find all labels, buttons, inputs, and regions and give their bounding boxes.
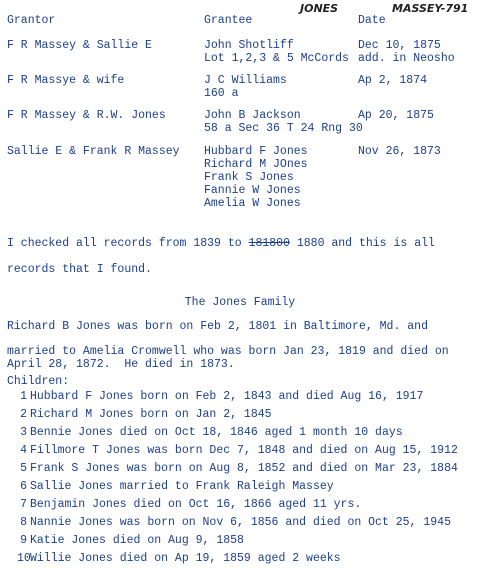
child-entry: 10Willie Jones died on Ap 19, 1859 aged 2 weeks [17, 552, 341, 565]
family-intro-line-2: married to Amelia Cromwell who was born Jan 23, 1819 and died on [7, 345, 449, 358]
deed-grantor: F R Massey & R.W. Jones [7, 109, 166, 122]
deed-grantor: Sallie E & Frank R Massey [7, 145, 180, 158]
handwritten-name-annotation: JONES [300, 2, 339, 15]
family-intro-line-3: April 28, 1872. He died in 1873. [7, 358, 235, 371]
deed-grantor: F R Massey & Sallie E [7, 39, 152, 52]
grantor-header: Grantor [7, 14, 56, 27]
handwritten-page-annotation: MASSEY-791 [392, 2, 469, 15]
child-entry: 1 Hubbard F Jones born on Feb 2, 1843 and died Aug 16, 1917 [20, 390, 424, 403]
deed-date: Ap 2, 1874 [358, 74, 428, 87]
date-header: Date [358, 14, 386, 27]
child-entry: 2 Richard M Jones born on Jan 2, 1845 [20, 408, 272, 421]
grantee-header: Grantee [204, 14, 253, 27]
family-title: The Jones Family [184, 296, 296, 309]
child-entry: 6 Sallie Jones married to Frank Raleigh Massey [20, 480, 334, 493]
child-entry: 3 Bennie Jones died on Oct 18, 1846 aged 1 month 10 days [20, 426, 403, 439]
records-note-line-2: records that I found. [7, 263, 152, 276]
deed-date: Ap 20, 1875 [358, 109, 434, 122]
deed-grantee: Hubbard F Jones Richard M JOnes Frank S Jones Fannie W Jones Amelia W Jones [204, 145, 308, 210]
records-note-line-1: I checked all records from 1839 to 181800 1880 and this is all [7, 237, 435, 250]
deed-grantee: J C Williams 160 a [204, 74, 287, 100]
deed-date: Nov 26, 1873 [358, 145, 441, 158]
child-entry: 7 Benjamin Jones died on Oct 16, 1866 aged 11 yrs. [20, 498, 362, 511]
family-intro-line-1: Richard B Jones was born on Feb 2, 1801 in Baltimore, Md. and [7, 320, 428, 333]
deed-grantor: F R Massye & wife [7, 74, 125, 87]
deed-grantee: John Shotliff Lot 1,2,3 & 5 McCords [204, 39, 349, 65]
deed-grantee: John B Jackson 58 a Sec 36 T 24 Rng 30 [204, 109, 363, 135]
child-entry: 9 Katie Jones died on Aug 9, 1858 [20, 534, 244, 547]
children-label: Children: [7, 375, 70, 388]
child-entry: 4 Fillmore T Jones was born Dec 7, 1848 and died on Aug 15, 1912 [20, 444, 458, 457]
child-entry: 5 Frank S Jones was born on Aug 8, 1852 and died on Mar 23, 1884 [20, 462, 458, 475]
deed-date: Dec 10, 1875 add. in Neosho [358, 39, 455, 65]
child-entry: 8 Nannie Jones was born on Nov 6, 1856 and died on Oct 25, 1945 [20, 516, 451, 529]
struck-year: 181800 [248, 237, 290, 250]
